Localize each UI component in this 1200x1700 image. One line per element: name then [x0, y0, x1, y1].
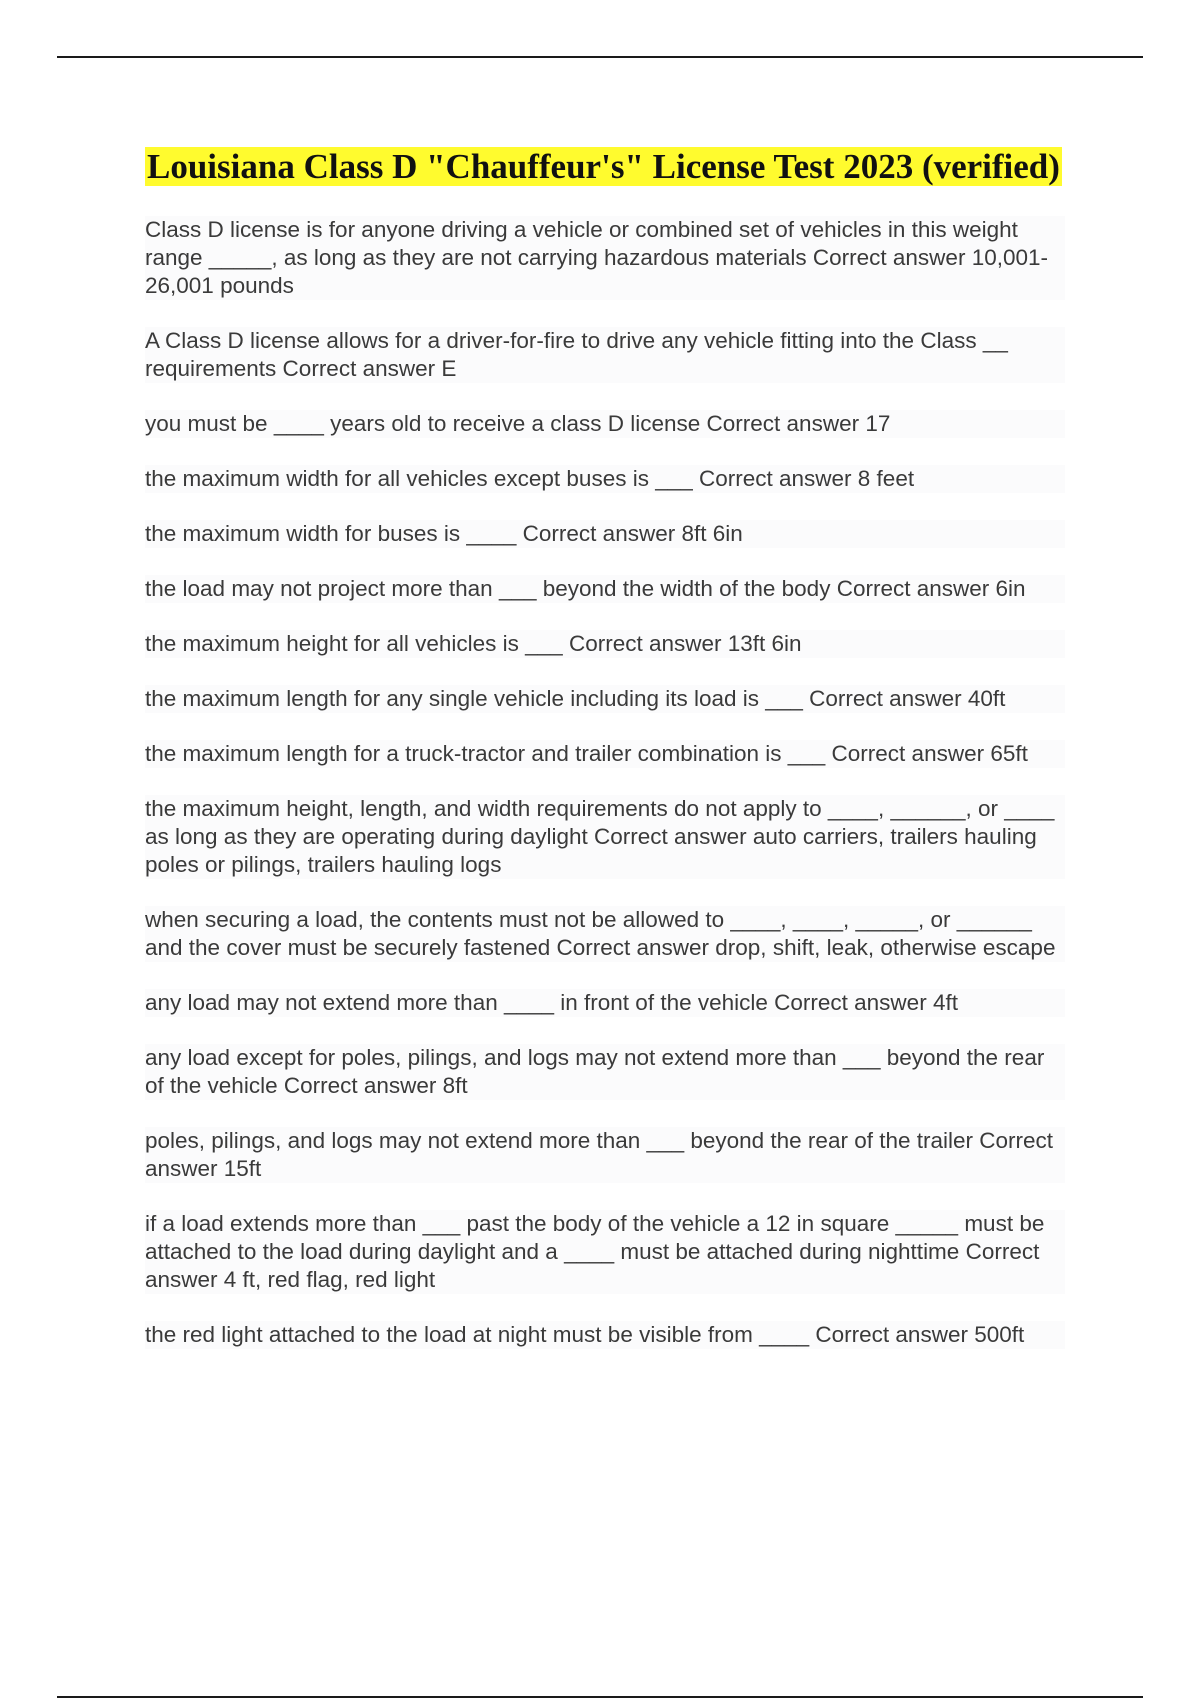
- top-rule: [57, 56, 1143, 58]
- qa-list: [145, 216, 1065, 1376]
- qa-item: any load may not extend more than ____ in front of the vehicle Correct answer 4ft: [145, 989, 1065, 1017]
- qa-item: poles, pilings, and logs may not extend more than ___ beyond the rear of the trailer Correct answer 15ft: [145, 1127, 1065, 1183]
- bottom-rule: [57, 1696, 1143, 1698]
- qa-item: the maximum length for any single vehicle including its load is ___ Correct answer 40ft: [145, 685, 1065, 713]
- document-body: [145, 146, 1065, 1376]
- qa-item: the load may not project more than ___ beyond the width of the body Correct answer 6in: [145, 575, 1065, 603]
- qa-item: the maximum height for all vehicles is ___ Correct answer 13ft 6in: [145, 630, 1065, 658]
- qa-item: if a load extends more than ___ past the body of the vehicle a 12 in square _____ must be attached to the load during daylight and a ____ must be attached during nighttime Correct answer 4 ft, red flag, red light: [145, 1210, 1065, 1294]
- qa-item: when securing a load, the contents must not be allowed to ____, ____, _____, or ______ and the cover must be securely fastened Correct answer drop, shift, leak, otherwise escape: [145, 906, 1065, 962]
- qa-item: any load except for poles, pilings, and logs may not extend more than ___ beyond the rear of the vehicle Correct answer 8ft: [145, 1044, 1065, 1100]
- qa-item: you must be ____ years old to receive a class D license Correct answer 17: [145, 410, 1065, 438]
- qa-item: the maximum height, length, and width requirements do not apply to ____, ______, or ____ as long as they are operating during daylight Correct answer auto carriers, trailers hauling poles or pilings, trailers hauling logs: [145, 795, 1065, 879]
- qa-item: the red light attached to the load at night must be visible from ____ Correct answer 500ft: [145, 1321, 1065, 1349]
- qa-item: the maximum width for all vehicles except buses is ___ Correct answer 8 feet: [145, 465, 1065, 493]
- qa-item: the maximum length for a truck-tractor and trailer combination is ___ Correct answer 65ft: [145, 740, 1065, 768]
- qa-item: A Class D license allows for a driver-for-fire to drive any vehicle fitting into the Class __ requirements Correct answer E: [145, 327, 1065, 383]
- qa-item: the maximum width for buses is ____ Correct answer 8ft 6in: [145, 520, 1065, 548]
- document-title: [145, 146, 1065, 188]
- qa-item: Class D license is for anyone driving a vehicle or combined set of vehicles in this weight range _____, as long as they are not carrying hazardous materials Correct answer 10,001-26,001 pounds: [145, 216, 1065, 300]
- title-highlight: Louisiana Class D "Chauffeur's" License Test 2023 (verified): [147, 147, 1060, 186]
